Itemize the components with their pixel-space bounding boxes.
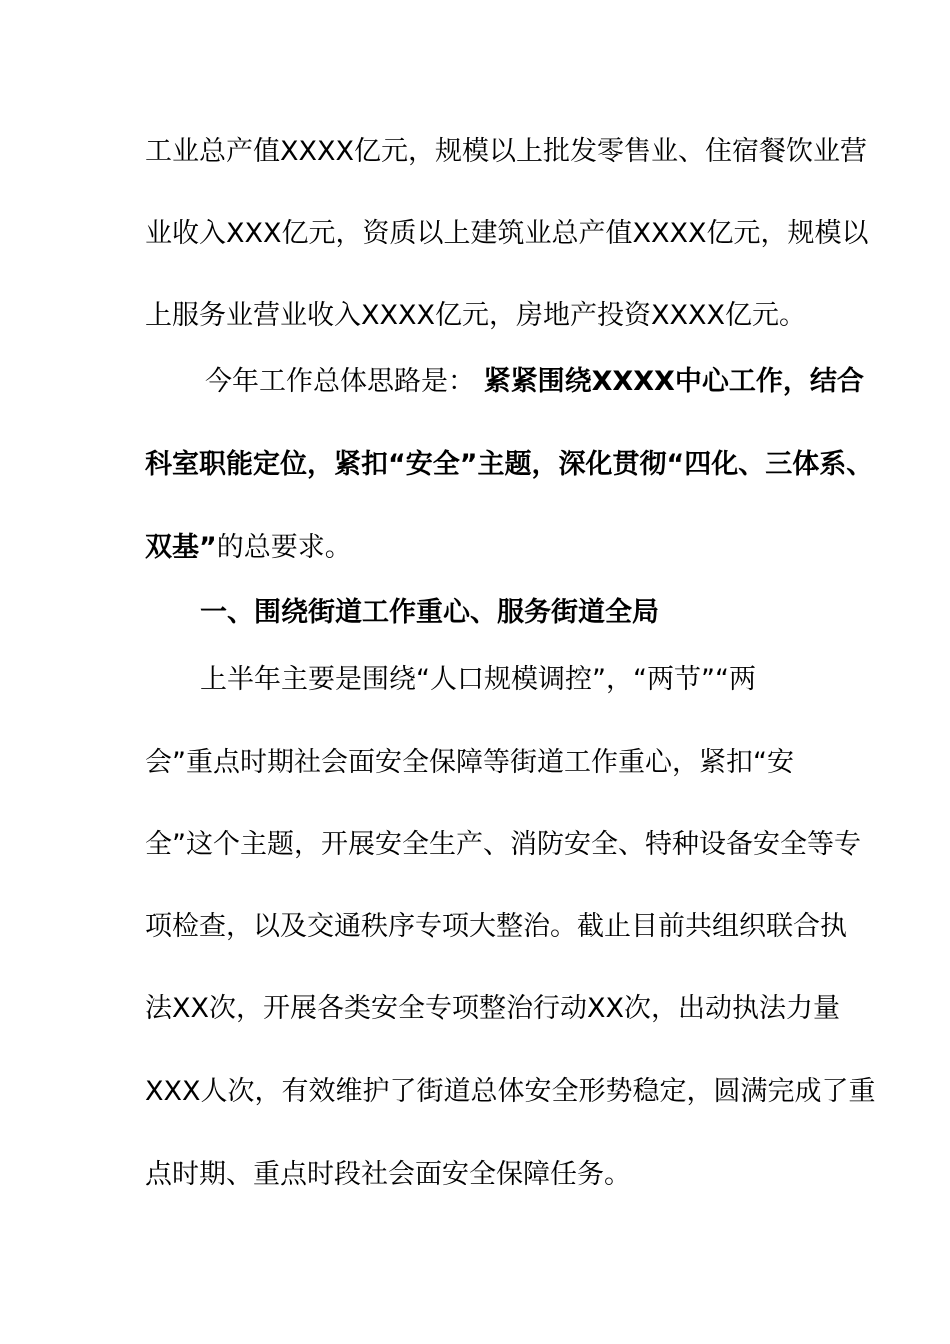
paragraph-line: 项检查，以及交通秩序专项大整治。截止目前共组织联合执	[145, 911, 847, 942]
section-heading: 一、围绕街道工作重心、服务街道全局	[200, 597, 659, 628]
thinking-line-2: 科室职能定位，紧扣“安全”主题，深化贯彻“四化、三体系、	[145, 449, 874, 480]
paragraph-line: 全”这个主题，开展安全生产、消防安全、特种设备安全等专	[145, 829, 861, 860]
thinking-line-3	[145, 528, 825, 568]
paragraph-line: XXX人次，有效维护了街道总体安全形势稳定，圆满完成了重	[145, 1076, 876, 1107]
thinking-bold: 紧紧围绕XXXX中心工作，结合	[483, 366, 864, 397]
paragraph-line: 会”重点时期社会面安全保障等街道工作重心，紧扣“安	[145, 747, 794, 778]
paragraph-line: 上服务业营业收入XXXX亿元，房地产投资XXXX亿元。	[145, 300, 806, 331]
thinking-lead: 今年工作总体思路是：	[205, 366, 475, 397]
thinking-end: 的总要求。	[216, 532, 352, 563]
paragraph-line: 工业总产值XXXX亿元，规模以上批发零售业、住宿餐饮业营	[145, 136, 867, 167]
thinking-line-1	[205, 362, 864, 402]
thinking-bold: 双基”	[145, 532, 217, 563]
paragraph-line: 业收入XXX亿元，资质以上建筑业总产值XXXX亿元，规模以	[145, 218, 869, 249]
paragraph-line: 法XX次，开展各类安全专项整治行动XX次，出动执法力量	[145, 993, 840, 1024]
paragraph-line: 上半年主要是围绕“人口规模调控”，“两节”“两	[200, 664, 756, 695]
paragraph-line: 点时期、重点时段社会面安全保障任务。	[145, 1159, 631, 1190]
